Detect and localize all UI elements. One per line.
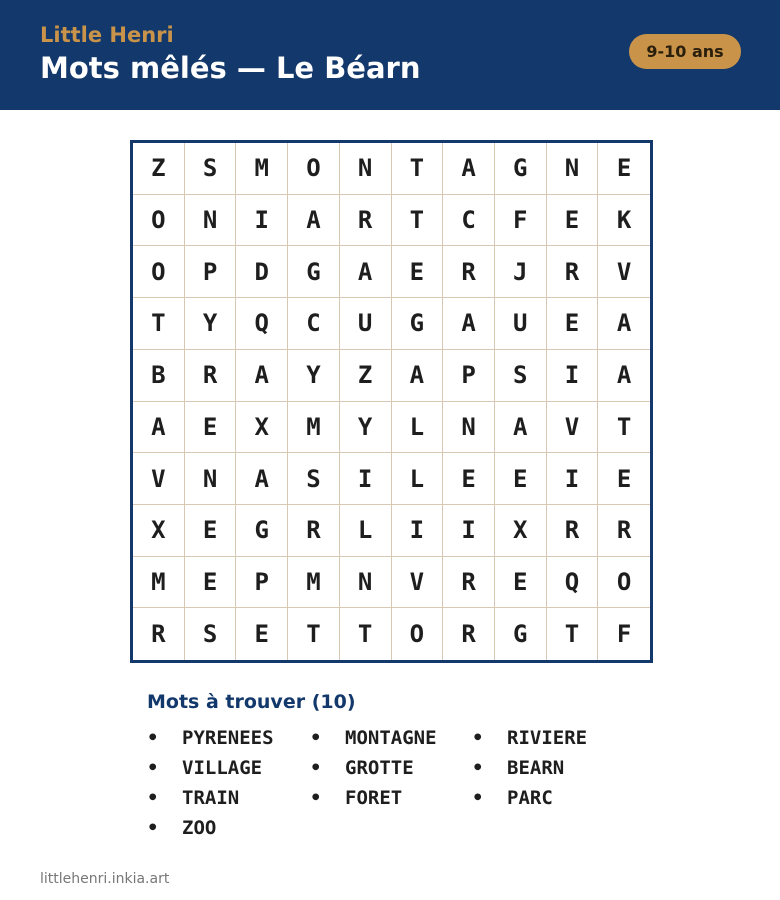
grid-cell[interactable]: A [495, 402, 547, 454]
word-label: RIVIERE [507, 727, 588, 749]
grid-cell[interactable]: J [495, 246, 547, 298]
grid-cell[interactable]: I [392, 505, 444, 557]
grid-cell[interactable]: N [547, 143, 599, 195]
grid-cell[interactable]: E [443, 453, 495, 505]
word-item [472, 725, 587, 751]
grid-cell[interactable]: V [598, 246, 650, 298]
grid-cell[interactable]: C [288, 298, 340, 350]
grid-cell[interactable]: R [340, 195, 392, 247]
grid-cell[interactable]: T [598, 402, 650, 454]
bullet-icon: • [472, 787, 484, 809]
grid-cell[interactable]: V [392, 557, 444, 609]
grid-cell[interactable]: N [340, 557, 392, 609]
grid-cell[interactable]: G [495, 608, 547, 660]
word-item [147, 815, 216, 841]
grid-cell[interactable]: A [288, 195, 340, 247]
grid-cell[interactable]: T [133, 298, 185, 350]
grid-cell[interactable]: I [547, 350, 599, 402]
footer-url[interactable]: littlehenri.inkia.art [40, 871, 170, 887]
page-header [0, 0, 780, 110]
grid-cell[interactable]: E [236, 608, 288, 660]
word-label: PARC [507, 787, 553, 809]
grid-cell[interactable]: G [495, 143, 547, 195]
grid-cell[interactable]: M [288, 402, 340, 454]
grid-cell[interactable]: N [340, 143, 392, 195]
grid-cell[interactable]: O [133, 195, 185, 247]
grid-cell[interactable]: M [236, 143, 288, 195]
grid-cell[interactable]: A [236, 453, 288, 505]
word-item [472, 785, 553, 811]
grid-cell[interactable]: E [185, 505, 237, 557]
grid-cell[interactable]: E [598, 453, 650, 505]
word-label: GROTTE [345, 757, 414, 779]
grid-cell[interactable]: F [616, 620, 632, 649]
grid-cell[interactable]: Y [185, 298, 237, 350]
word-label: MONTAGNE [345, 727, 437, 749]
grid-cell[interactable]: M [288, 557, 340, 609]
grid-cell[interactable]: S [185, 143, 237, 195]
grid-cell[interactable]: A [598, 350, 650, 402]
grid-cell[interactable]: S [288, 453, 340, 505]
grid-cell[interactable]: D [236, 246, 288, 298]
word-label: BEARN [507, 757, 565, 779]
grid-cell[interactable]: A [392, 350, 444, 402]
word-label: FORET [345, 787, 403, 809]
word-item [147, 755, 262, 781]
grid-cell[interactable]: X [495, 505, 547, 557]
word-item [147, 725, 274, 751]
grid-cell[interactable]: X [133, 505, 185, 557]
grid-cell[interactable]: P [443, 350, 495, 402]
word-label: PYRENEES [182, 727, 274, 749]
bullet-icon: • [472, 727, 484, 749]
grid-cell[interactable]: A [340, 246, 392, 298]
grid-cell[interactable]: T [288, 608, 340, 660]
grid-cell[interactable]: Q [236, 298, 288, 350]
grid-cell[interactable]: Z [133, 143, 185, 195]
bullet-icon: • [147, 787, 159, 809]
grid-cell[interactable]: R [598, 505, 650, 557]
grid-cell[interactable]: V [133, 453, 185, 505]
grid-cell[interactable]: O [392, 608, 444, 660]
bullet-icon: • [472, 757, 484, 779]
grid-cell[interactable]: U [340, 298, 392, 350]
grid-cell[interactable]: O [133, 246, 185, 298]
grid-cell[interactable]: E [185, 557, 237, 609]
grid-cell[interactable]: A [443, 143, 495, 195]
word-label: VILLAGE [182, 757, 263, 779]
grid-cell[interactable]: N [185, 453, 237, 505]
word-label: TRAIN [182, 787, 240, 809]
grid-cell[interactable]: R [133, 608, 185, 660]
grid-cell[interactable]: R [547, 246, 599, 298]
grid-cell[interactable]: R [288, 505, 340, 557]
grid-cell[interactable]: L [392, 402, 444, 454]
grid-cell[interactable]: I [443, 505, 495, 557]
bullet-icon: • [310, 787, 322, 809]
grid-cell[interactable]: E [185, 402, 237, 454]
age-badge: 9-10 ans [629, 34, 741, 69]
word-search-grid[interactable] [130, 140, 653, 663]
grid-cell[interactable]: Q [547, 557, 599, 609]
word-item [472, 755, 564, 781]
grid-cell[interactable]: E [547, 195, 599, 247]
word-item [147, 785, 239, 811]
grid-cell[interactable]: C [443, 195, 495, 247]
grid-cell[interactable]: R [443, 608, 495, 660]
grid-cell[interactable]: I [340, 453, 392, 505]
grid-cell[interactable]: A [133, 402, 185, 454]
word-label: ZOO [182, 817, 217, 839]
grid-cell[interactable]: G [236, 505, 288, 557]
grid-cell[interactable]: P [236, 557, 288, 609]
grid-cell[interactable]: Y [288, 350, 340, 402]
bullet-icon: • [147, 757, 159, 779]
grid-cell[interactable]: M [133, 557, 185, 609]
grid-cell[interactable]: T [392, 143, 444, 195]
bullet-icon: • [310, 757, 322, 779]
grid-cell[interactable]: O [288, 143, 340, 195]
grid-cell[interactable]: E [598, 143, 650, 195]
grid-cell[interactable]: P [185, 246, 237, 298]
grid-cell[interactable]: N [185, 195, 237, 247]
grid-cell[interactable]: O [598, 557, 650, 609]
page-title: Mots mêlés — Le Béarn [40, 51, 421, 85]
grid-cell[interactable]: N [443, 402, 495, 454]
grid-cell[interactable]: R [443, 557, 495, 609]
grid-cell[interactable]: B [133, 350, 185, 402]
grid-cell[interactable]: T [340, 608, 392, 660]
grid-cell[interactable]: R [443, 246, 495, 298]
grid-cell[interactable]: E [547, 298, 599, 350]
grid-cell[interactable]: X [236, 402, 288, 454]
grid-cell[interactable]: G [392, 298, 444, 350]
grid-cell[interactable]: E [495, 453, 547, 505]
grid-cell[interactable]: A [236, 350, 288, 402]
grid-cell[interactable]: L [392, 453, 444, 505]
grid-cell[interactable]: V [547, 402, 599, 454]
grid-cell[interactable]: E [392, 246, 444, 298]
bullet-icon: • [147, 727, 159, 749]
grid-cell[interactable]: A [598, 298, 650, 350]
grid-cell[interactable]: G [288, 246, 340, 298]
grid-cell[interactable]: L [340, 505, 392, 557]
grid-cell[interactable]: U [495, 298, 547, 350]
grid-cell[interactable]: F [495, 195, 547, 247]
word-item [310, 785, 402, 811]
grid-cell[interactable]: Y [340, 402, 392, 454]
bullet-icon: • [310, 727, 322, 749]
grid-cell[interactable]: I [547, 453, 599, 505]
grid-cell[interactable]: E [495, 557, 547, 609]
bullet-icon: • [147, 817, 159, 839]
word-item [310, 755, 414, 781]
grid-cell[interactable]: A [443, 298, 495, 350]
grid-cell[interactable]: K [598, 195, 650, 247]
words-heading: Mots à trouver (10) [147, 691, 356, 713]
grid-cell[interactable]: S [495, 350, 547, 402]
grid-cell[interactable]: R [547, 505, 599, 557]
brand-name: Little Henri [40, 23, 174, 47]
grid-cell[interactable]: T [547, 608, 599, 660]
grid-cell[interactable]: S [185, 608, 237, 660]
grid-cell[interactable]: I [236, 195, 288, 247]
grid-cell[interactable]: T [392, 195, 444, 247]
grid-cell[interactable]: R [185, 350, 237, 402]
word-item [310, 725, 437, 751]
grid-cell[interactable]: Z [340, 350, 392, 402]
